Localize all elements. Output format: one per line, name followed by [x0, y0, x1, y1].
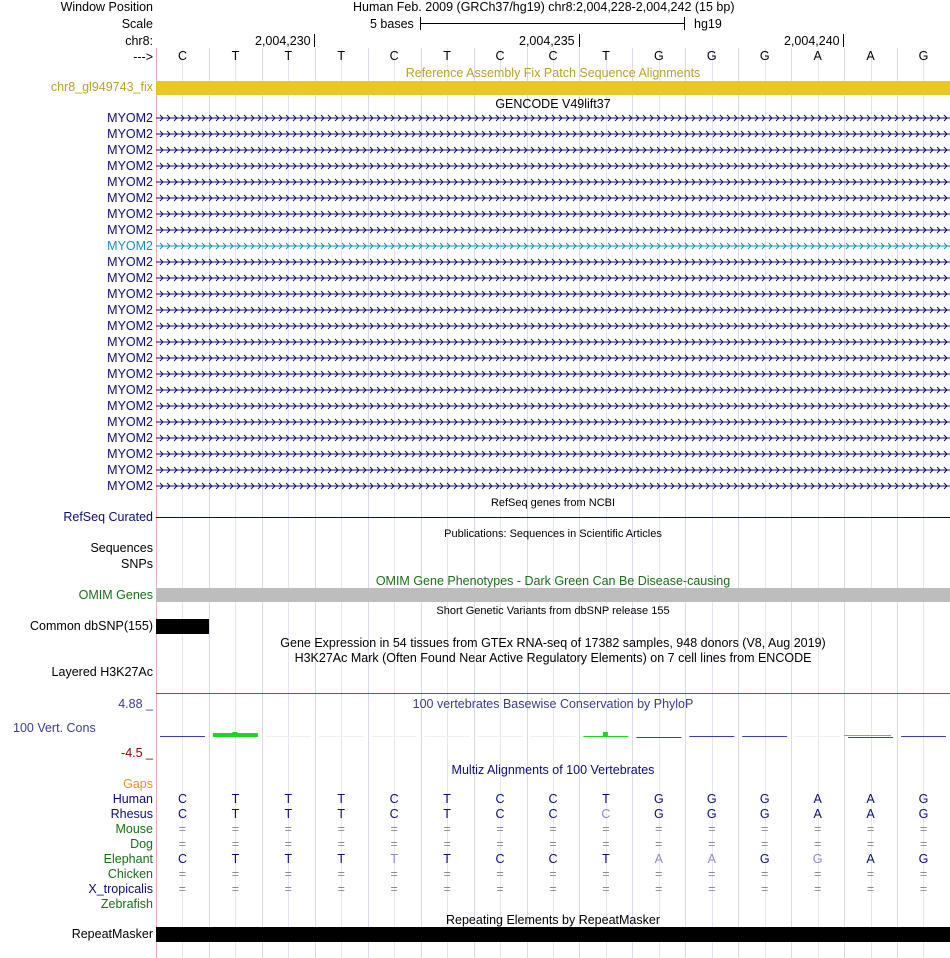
- phylop-label[interactable]: 100 Vert. Cons: [13, 721, 96, 735]
- multiz-base: T: [231, 807, 240, 821]
- tick-label: 2,004,235: [519, 34, 575, 48]
- phylop-low-mark: [844, 735, 891, 736]
- multiz-base: =: [761, 867, 769, 881]
- fix-patch-title[interactable]: Reference Assembly Fix Patch Sequence Alignments: [405, 66, 701, 80]
- phylop-score-bar: [901, 736, 946, 737]
- gencode-intron-arrows[interactable]: [156, 129, 950, 139]
- scale-label: Scale: [121, 17, 153, 31]
- gencode-gene-label[interactable]: MYOM2: [107, 191, 153, 205]
- multiz-base: G: [759, 807, 770, 821]
- multiz-base: T: [337, 792, 346, 806]
- fix-patch-label[interactable]: chr8_gl949743_fix: [50, 80, 153, 94]
- multiz-base: =: [337, 822, 345, 836]
- gencode-gene-label[interactable]: MYOM2: [107, 111, 153, 125]
- gencode-gene-label[interactable]: MYOM2: [107, 303, 153, 317]
- gencode-intron-arrows[interactable]: [156, 369, 950, 379]
- multiz-base: =: [761, 822, 769, 836]
- multiz-base: =: [549, 882, 557, 896]
- multiz-base: C: [548, 807, 558, 821]
- multiz-base: G: [812, 852, 823, 866]
- multiz-base: =: [390, 822, 398, 836]
- gencode-intron-arrows[interactable]: [156, 401, 950, 411]
- h3k27ac-baseline: [156, 693, 950, 694]
- multiz-base: A: [654, 852, 663, 866]
- multiz-base: C: [548, 852, 558, 866]
- reference-base: T: [602, 49, 610, 63]
- reference-base: C: [389, 49, 399, 63]
- gencode-gene-label[interactable]: MYOM2: [107, 415, 153, 429]
- multiz-base: =: [443, 882, 451, 896]
- gencode-gene-label[interactable]: MYOM2: [107, 159, 153, 173]
- multiz-species-label[interactable]: Dog: [130, 837, 153, 851]
- multiz-base: =: [178, 837, 187, 851]
- multiz-base: G: [918, 852, 929, 866]
- multiz-base: T: [231, 792, 240, 806]
- gencode-gene-label[interactable]: MYOM2: [107, 447, 153, 461]
- gencode-gene-label[interactable]: MYOM2: [107, 319, 153, 333]
- multiz-base: =: [337, 837, 345, 851]
- repeatmasker-label[interactable]: RepeatMasker: [71, 927, 153, 941]
- gencode-intron-arrows[interactable]: [156, 177, 950, 187]
- scale-bar-text: 5 bases: [370, 17, 414, 31]
- multiz-base: C: [495, 807, 505, 821]
- gencode-gene-label[interactable]: MYOM2: [107, 239, 153, 253]
- multiz-base: =: [919, 867, 928, 881]
- gencode-intron-arrows[interactable]: [156, 193, 950, 203]
- gencode-gene-label[interactable]: MYOM2: [107, 287, 153, 301]
- multiz-base: =: [337, 882, 345, 896]
- reference-base: G: [653, 49, 664, 63]
- phylop-peak-mark: [232, 732, 237, 737]
- multiz-base: =: [284, 837, 292, 851]
- gencode-intron-arrows[interactable]: [156, 257, 950, 267]
- phylop-title[interactable]: 100 vertebrates Basewise Conservation by PhyloP: [412, 697, 694, 711]
- gencode-gene-label[interactable]: MYOM2: [107, 127, 153, 141]
- multiz-base: =: [496, 822, 504, 836]
- multiz-base: A: [866, 792, 875, 806]
- multiz-base: =: [655, 867, 663, 881]
- multiz-base: =: [231, 822, 240, 836]
- gencode-gene-label[interactable]: MYOM2: [107, 175, 153, 189]
- reference-base: G: [706, 49, 717, 63]
- phylop-min-label: -4.5 _: [121, 746, 153, 760]
- multiz-base: =: [655, 882, 663, 896]
- multiz-base: =: [284, 882, 292, 896]
- gencode-intron-arrows[interactable]: [156, 225, 950, 235]
- publications-title[interactable]: Publications: Sequences in Scientific Articles: [444, 528, 662, 540]
- multiz-base: G: [653, 807, 664, 821]
- gencode-intron-arrows[interactable]: [156, 305, 950, 315]
- publications-snps-label[interactable]: SNPs: [121, 557, 153, 571]
- gencode-intron-arrows[interactable]: [156, 113, 950, 123]
- tick-mark: [314, 34, 315, 47]
- window-position-value: Human Feb. 2009 (GRCh37/hg19) chr8:2,004,228-2,004,242 (15 bp): [353, 0, 735, 14]
- multiz-base: =: [866, 837, 875, 851]
- reference-base: A: [813, 49, 822, 63]
- multiz-base: =: [178, 882, 187, 896]
- multiz-base: =: [866, 882, 875, 896]
- gencode-gene-label[interactable]: MYOM2: [107, 367, 153, 381]
- multiz-base: =: [602, 882, 610, 896]
- multiz-base: =: [496, 867, 504, 881]
- multiz-base: =: [443, 837, 451, 851]
- multiz-base: =: [178, 867, 187, 881]
- multiz-base: =: [549, 867, 557, 881]
- multiz-base: A: [866, 807, 875, 821]
- phylop-score-bar: [319, 736, 364, 737]
- gencode-gene-label[interactable]: MYOM2: [107, 207, 153, 221]
- multiz-base: =: [708, 822, 716, 836]
- multiz-base: T: [337, 807, 346, 821]
- multiz-base: =: [708, 882, 716, 896]
- reference-base: G: [759, 49, 770, 63]
- phylop-peak-mark: [603, 732, 608, 737]
- assembly-label: hg19: [694, 17, 722, 31]
- multiz-base: =: [602, 867, 610, 881]
- scale-bar: [420, 23, 685, 24]
- phylop-score-bar: [160, 736, 205, 737]
- reference-base: A: [866, 49, 875, 63]
- multiz-species-label[interactable]: Mouse: [115, 822, 153, 836]
- multiz-base: =: [231, 882, 240, 896]
- multiz-base: T: [284, 792, 293, 806]
- reference-base: T: [443, 49, 451, 63]
- chrom-label: chr8:: [125, 34, 153, 48]
- multiz-base: C: [548, 792, 558, 806]
- gencode-gene-label[interactable]: MYOM2: [107, 383, 153, 397]
- multiz-base: =: [284, 867, 292, 881]
- dbsnp-variant-bar[interactable]: [156, 619, 209, 634]
- multiz-base: G: [918, 792, 929, 806]
- gencode-gene-label[interactable]: MYOM2: [107, 479, 153, 493]
- gencode-gene-label[interactable]: MYOM2: [107, 223, 153, 237]
- multiz-base: G: [918, 807, 929, 821]
- multiz-species-label[interactable]: Human: [112, 792, 153, 806]
- h3k27ac-title[interactable]: H3K27Ac Mark (Often Found Near Active Regulatory Elements) on 7 cell lines from ENCODE: [294, 651, 812, 665]
- gencode-intron-arrows[interactable]: [156, 209, 950, 219]
- multiz-base: A: [707, 852, 716, 866]
- gencode-gene-label[interactable]: MYOM2: [107, 335, 153, 349]
- phylop-score-bar: [372, 736, 417, 737]
- omim-gene-bar[interactable]: [156, 588, 950, 602]
- multiz-base: C: [389, 807, 399, 821]
- repeatmasker-title[interactable]: Repeating Elements by RepeatMasker: [445, 913, 660, 927]
- gencode-intron-arrows[interactable]: [156, 481, 950, 491]
- gencode-intron-arrows[interactable]: [156, 353, 950, 363]
- multiz-base: A: [813, 807, 822, 821]
- multiz-base: =: [496, 837, 504, 851]
- gencode-gene-label[interactable]: MYOM2: [107, 143, 153, 157]
- gaps-label[interactable]: Gaps: [123, 777, 153, 791]
- multiz-base: =: [178, 822, 187, 836]
- multiz-base: C: [601, 807, 611, 821]
- multiz-base: =: [813, 867, 822, 881]
- multiz-base: T: [390, 852, 398, 866]
- phylop-score-bar: [266, 736, 311, 737]
- gencode-title[interactable]: GENCODE V49lift37: [495, 97, 611, 111]
- multiz-species-label[interactable]: Chicken: [107, 867, 153, 881]
- multiz-base: T: [284, 807, 293, 821]
- gencode-intron-arrows[interactable]: [156, 145, 950, 155]
- gencode-intron-arrows[interactable]: [156, 273, 950, 283]
- reference-base: G: [918, 49, 929, 63]
- multiz-base: G: [653, 792, 664, 806]
- multiz-base: T: [443, 792, 451, 806]
- refseq-title[interactable]: RefSeq genes from NCBI: [490, 497, 616, 509]
- multiz-base: =: [655, 822, 663, 836]
- gencode-intron-arrows[interactable]: [156, 433, 950, 443]
- reference-base: T: [284, 49, 293, 63]
- multiz-base: =: [919, 837, 928, 851]
- gencode-intron-arrows[interactable]: [156, 289, 950, 299]
- multiz-base: G: [706, 792, 717, 806]
- multiz-base: C: [177, 807, 187, 821]
- gencode-intron-arrows[interactable]: [156, 337, 950, 347]
- gencode-gene-label[interactable]: MYOM2: [107, 431, 153, 445]
- scale-bar-right-tick: [684, 17, 685, 30]
- gencode-intron-arrows[interactable]: [156, 241, 950, 251]
- refseq-label[interactable]: RefSeq Curated: [63, 510, 153, 524]
- gencode-intron-arrows[interactable]: [156, 385, 950, 395]
- multiz-base: =: [866, 867, 875, 881]
- multiz-base: C: [177, 792, 187, 806]
- gencode-gene-label[interactable]: MYOM2: [107, 255, 153, 269]
- phylop-score-bar: [795, 736, 840, 737]
- multiz-base: =: [602, 822, 610, 836]
- gencode-intron-arrows[interactable]: [156, 321, 950, 331]
- multiz-base: T: [337, 852, 346, 866]
- multiz-base: C: [389, 792, 399, 806]
- multiz-base: T: [602, 852, 610, 866]
- multiz-base: G: [706, 807, 717, 821]
- multiz-base: =: [602, 837, 610, 851]
- multiz-base: =: [549, 837, 557, 851]
- multiz-base: =: [919, 822, 928, 836]
- multiz-species-label[interactable]: Elephant: [103, 852, 153, 866]
- multiz-base: =: [390, 837, 398, 851]
- multiz-base: =: [813, 837, 822, 851]
- phylop-score-bar: [689, 736, 734, 737]
- gencode-intron-arrows[interactable]: [156, 417, 950, 427]
- tick-label: 2,004,240: [784, 34, 840, 48]
- gencode-intron-arrows[interactable]: [156, 465, 950, 475]
- multiz-species-label[interactable]: Rhesus: [110, 807, 153, 821]
- window-position-label: Window Position: [60, 0, 153, 14]
- multiz-base: =: [231, 867, 240, 881]
- multiz-base: A: [813, 792, 822, 806]
- phylop-max-label: 4.88 _: [118, 697, 153, 711]
- phylop-score-bar: [425, 736, 470, 737]
- multiz-base: C: [495, 852, 505, 866]
- reference-base: C: [177, 49, 187, 63]
- reference-base: T: [231, 49, 240, 63]
- multiz-base: =: [443, 867, 451, 881]
- multiz-base: =: [761, 837, 769, 851]
- phylop-score-bar: [636, 737, 681, 738]
- multiz-base: =: [231, 837, 240, 851]
- dbsnp-label[interactable]: Common dbSNP(155): [30, 619, 153, 633]
- refseq-intron-line[interactable]: [156, 517, 950, 518]
- omim-title[interactable]: OMIM Gene Phenotypes - Dark Green Can Be Disease-causing: [375, 574, 731, 588]
- gencode-intron-arrows[interactable]: [156, 449, 950, 459]
- reference-base: T: [337, 49, 346, 63]
- multiz-base: =: [813, 822, 822, 836]
- multiz-base: T: [443, 807, 451, 821]
- multiz-base: G: [759, 792, 770, 806]
- reference-base: C: [495, 49, 505, 63]
- multiz-base: C: [177, 852, 187, 866]
- tick-mark: [579, 34, 580, 47]
- multiz-base: C: [495, 792, 505, 806]
- multiz-base: =: [919, 882, 928, 896]
- multiz-base: T: [443, 852, 451, 866]
- multiz-base: T: [602, 792, 610, 806]
- multiz-base: A: [866, 852, 875, 866]
- gencode-gene-label[interactable]: MYOM2: [107, 463, 153, 477]
- multiz-base: =: [708, 867, 716, 881]
- multiz-base: =: [761, 882, 769, 896]
- multiz-title[interactable]: Multiz Alignments of 100 Vertebrates: [451, 763, 655, 777]
- repeatmasker-bar[interactable]: [156, 927, 950, 942]
- phylop-score-bar: [478, 736, 523, 737]
- gencode-gene-label[interactable]: MYOM2: [107, 351, 153, 365]
- h3k27ac-label[interactable]: Layered H3K27Ac: [51, 665, 153, 679]
- dbsnp-title[interactable]: Short Genetic Variants from dbSNP release 155: [436, 605, 670, 617]
- multiz-base: T: [284, 852, 293, 866]
- multiz-base: =: [708, 837, 716, 851]
- multiz-base: T: [231, 852, 240, 866]
- multiz-base: =: [337, 867, 345, 881]
- fix-patch-bar[interactable]: [156, 81, 950, 95]
- tick-label: 2,004,230: [255, 34, 311, 48]
- multiz-base: =: [496, 882, 504, 896]
- multiz-base: =: [655, 837, 663, 851]
- multiz-base: =: [866, 822, 875, 836]
- multiz-base: =: [443, 822, 451, 836]
- gencode-gene-label[interactable]: MYOM2: [107, 271, 153, 285]
- publications-sequences-label[interactable]: Sequences: [90, 541, 153, 555]
- multiz-base: =: [813, 882, 822, 896]
- phylop-score-bar: [531, 736, 576, 737]
- multiz-base: =: [390, 867, 398, 881]
- tick-mark: [843, 34, 844, 47]
- multiz-base: =: [390, 882, 398, 896]
- multiz-base: =: [284, 822, 292, 836]
- phylop-score-bar: [742, 736, 787, 737]
- gtex-title[interactable]: Gene Expression in 54 tissues from GTEx RNA-seq of 17382 samples, 948 donors (V8, Aug 2019): [280, 636, 826, 650]
- multiz-species-label[interactable]: X_tropicalis: [88, 882, 153, 896]
- strand-label: --->: [133, 50, 153, 64]
- gencode-gene-label[interactable]: MYOM2: [107, 399, 153, 413]
- multiz-base: G: [759, 852, 770, 866]
- reference-base: C: [548, 49, 558, 63]
- omim-label[interactable]: OMIM Genes: [78, 588, 153, 602]
- gencode-intron-arrows[interactable]: [156, 161, 950, 171]
- multiz-base: =: [549, 822, 557, 836]
- multiz-species-label[interactable]: Zebrafish: [100, 897, 153, 911]
- phylop-score-bar: [848, 737, 893, 738]
